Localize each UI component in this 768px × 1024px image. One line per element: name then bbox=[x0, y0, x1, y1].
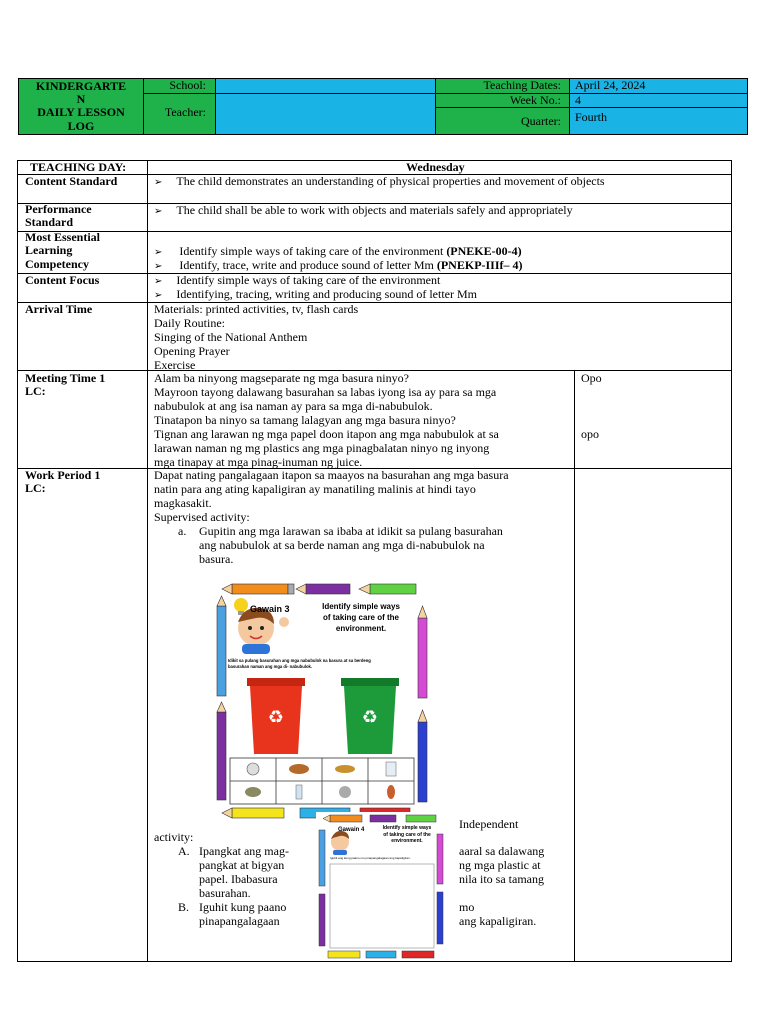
melc-item-text: Identify, trace, write and produce sound of letter Mm bbox=[179, 258, 437, 272]
pencil-green-icon bbox=[406, 815, 436, 822]
school-value[interactable] bbox=[216, 79, 436, 94]
arrival-time-label: Arrival Time bbox=[25, 302, 93, 316]
work-line: Supervised activity: bbox=[154, 510, 250, 524]
arrival-line: Materials: printed activities, tv, flash cards bbox=[154, 302, 359, 316]
teaching-day-value: Wednesday bbox=[406, 160, 465, 174]
pencil-orange-icon bbox=[222, 584, 294, 594]
pencil-purple-icon bbox=[217, 702, 226, 800]
worksheet-gawain-3 bbox=[214, 578, 430, 822]
title-cell bbox=[19, 79, 144, 135]
title-line-1: KINDERGARTE bbox=[35, 79, 127, 93]
gawain-4-heading-line: Identify simple ways bbox=[382, 825, 432, 831]
meeting-line: Mayroon tayong dalawang basurahan sa labas iyong isa ay para sa mga bbox=[154, 385, 497, 399]
pencil-yellow-icon bbox=[328, 951, 360, 958]
week-value[interactable]: 4 bbox=[570, 94, 748, 108]
work-period-label bbox=[25, 469, 155, 496]
pencil-blue-icon bbox=[366, 951, 396, 958]
meeting-response-2: opo bbox=[581, 427, 599, 441]
pencil-blue-icon bbox=[217, 596, 226, 696]
independent-a-left: Ipangkat ang mag- bbox=[199, 844, 289, 858]
melc-item-text: Identify simple ways of taking care of the environment bbox=[179, 244, 447, 258]
independent-b-marker: B. bbox=[178, 900, 190, 914]
gawain-4-heading-line: environment. bbox=[391, 838, 423, 844]
melc-label-line: Most Essential bbox=[25, 230, 100, 244]
meeting-line: Alam ba ninyong magseparate ng mga basura ninyo? bbox=[154, 371, 409, 385]
performance-standard-label bbox=[25, 203, 155, 230]
arrival-line: Singing of the National Anthem bbox=[154, 330, 308, 344]
drawing-area bbox=[330, 864, 434, 948]
quarter-label: Quarter: bbox=[436, 108, 570, 135]
melc-item-code: (PNEKP-IIIf– 4) bbox=[436, 258, 523, 272]
melc-label-line: Learning bbox=[25, 243, 73, 258]
supervised-line: Gupitin ang mga larawan sa ibaba at idikit sa pulang basurahan bbox=[199, 524, 503, 538]
pencil-purple-icon bbox=[319, 894, 325, 946]
cut-out-items-grid bbox=[230, 758, 414, 804]
arrival-line: Exercise bbox=[154, 358, 196, 372]
pencil-purple-icon bbox=[296, 584, 350, 594]
meeting-label-line: Meeting Time 1 bbox=[25, 371, 106, 385]
gawain-4-heading bbox=[372, 825, 442, 845]
pencil-blue-icon bbox=[418, 710, 427, 802]
melc-item-2 bbox=[154, 259, 523, 272]
supervised-line: ang nabubulok at sa berde naman ang mga di-nabubulok na bbox=[199, 538, 485, 552]
work-label-line: LC: bbox=[25, 481, 46, 496]
meeting-label-line: LC: bbox=[25, 384, 46, 399]
independent-a-left: basurahan. bbox=[199, 886, 251, 900]
green-trash-bin-icon bbox=[341, 678, 399, 754]
meeting-time-label bbox=[25, 372, 155, 399]
content-focus-item-2: ➢ Identifying, tracing, writing and producing sound of letter Mm bbox=[154, 288, 477, 301]
quarter-value[interactable]: Fourth bbox=[570, 108, 748, 135]
independent-a-right: aaral sa dalawang bbox=[459, 844, 545, 858]
meeting-line: larawan naman ng mg plastics ang mga pinagbalatan ninyo ng inyong bbox=[154, 441, 490, 455]
worksheet-gawain-4 bbox=[316, 812, 446, 960]
boy-icon bbox=[331, 831, 349, 855]
arrival-line: Opening Prayer bbox=[154, 344, 230, 358]
gawain-3-instruction-line: Idikit sa pulang basurahan ang mga nabubulok na basura at sa berdeng bbox=[228, 658, 371, 663]
pencil-blue-icon bbox=[437, 892, 443, 944]
gawain-4-heading-line: of taking care of the bbox=[383, 831, 431, 838]
gawain-3-heading-line: of taking care of the bbox=[322, 612, 399, 622]
header-table bbox=[18, 78, 748, 135]
pencil-green-icon bbox=[359, 584, 416, 594]
title-line-2: N bbox=[76, 92, 86, 107]
independent-a-left: pangkat at bigyan bbox=[199, 858, 285, 872]
melc-label bbox=[25, 231, 155, 271]
melc-item-code: (PNEKE-00-4) bbox=[446, 244, 522, 258]
gawain-3-title: Gawain 3 bbox=[250, 604, 290, 614]
gawain-3-heading-line: Identify simple ways bbox=[322, 602, 400, 611]
dates-value[interactable]: April 24, 2024 bbox=[570, 79, 748, 94]
red-trash-bin-icon bbox=[247, 678, 305, 754]
supervised-line: basura. bbox=[199, 552, 234, 566]
meeting-response-1: Opo bbox=[581, 371, 602, 385]
performance-label-line: Performance bbox=[25, 202, 92, 216]
boy-icon bbox=[238, 608, 289, 654]
gawain-3-instruction-line: basurahan naman ang mga di- nabubulok. bbox=[228, 663, 312, 669]
independent-a-left: papel. Ibabasura bbox=[199, 872, 278, 886]
melc-label-line: Competency bbox=[25, 256, 89, 271]
independent-b-left: Iguhit kung paano bbox=[199, 900, 287, 914]
meeting-line: Tignan ang larawan ng mga papel doon itapon ang mga nabubulok at sa bbox=[154, 427, 499, 441]
teacher-value[interactable] bbox=[216, 94, 436, 135]
independent-b-right: mo bbox=[459, 900, 475, 914]
content-focus-label: Content Focus bbox=[25, 273, 100, 287]
pencil-yellow-icon bbox=[222, 808, 284, 818]
content-standard-text: ➢ The child demonstrates an understanding of physical properties and movement of objects bbox=[154, 175, 605, 188]
gawain-3-heading-line: environment. bbox=[335, 623, 387, 633]
independent-b-right: ang kapaligiran. bbox=[459, 914, 537, 928]
svg-text:♻: ♻ bbox=[267, 707, 285, 728]
pencil-magenta-icon bbox=[418, 606, 427, 698]
school-label: School: bbox=[144, 79, 216, 94]
performance-label-line: Standard bbox=[25, 215, 74, 230]
content-focus-item-1: ➢ Identify simple ways of taking care of the environment bbox=[154, 274, 440, 287]
independent-label-2: activity: bbox=[154, 830, 194, 844]
gawain-4-title: Gawain 4 bbox=[338, 827, 365, 833]
pencil-red-icon bbox=[402, 951, 434, 958]
independent-a-right: nila ito sa tamang bbox=[459, 872, 544, 886]
work-line: natin para ang ating kapaligiran ay manatiling malinis at hindi tayo bbox=[154, 482, 476, 496]
independent-b-left: pinapangalagaan bbox=[199, 914, 280, 928]
svg-text:♻: ♻ bbox=[361, 707, 379, 728]
work-line: Dapat nating pangalagaan itapon sa maayos na basurahan ang mga basura bbox=[154, 468, 509, 482]
work-line: magkasakit. bbox=[154, 496, 212, 510]
response-column-divider bbox=[574, 370, 575, 962]
independent-label-1: Independent bbox=[459, 817, 519, 831]
supervised-marker: a. bbox=[178, 524, 187, 538]
dates-label: Teaching Dates: bbox=[436, 79, 570, 94]
melc-item-1 bbox=[154, 245, 522, 258]
teacher-label: Teacher: bbox=[144, 94, 216, 135]
teaching-day-label: TEACHING DAY: bbox=[30, 160, 127, 174]
gawain-3-instruction bbox=[228, 658, 428, 670]
pencil-purple-icon bbox=[370, 815, 396, 822]
performance-standard-text: ➢ The child shall be able to work with objects and materials safely and appropriately bbox=[154, 204, 573, 217]
meeting-line: nabubulok at ang isa naman ay para sa mga di-nabubulok. bbox=[154, 399, 433, 413]
pencil-orange-icon bbox=[323, 815, 362, 822]
work-label-line: Work Period 1 bbox=[25, 468, 101, 482]
arrival-line: Daily Routine: bbox=[154, 316, 225, 330]
title-line-3: DAILY LESSON bbox=[37, 105, 125, 120]
independent-a-marker: A. bbox=[178, 844, 190, 858]
meeting-line: Tinatapon ba ninyo sa tamang lalagyan ang mga basura ninyo? bbox=[154, 413, 456, 427]
content-standard-label: Content Standard bbox=[25, 174, 118, 188]
gawain-3-heading bbox=[306, 602, 416, 634]
pencil-blue-icon bbox=[319, 830, 325, 886]
independent-a-right: ng mga plastic at bbox=[459, 858, 541, 872]
gawain-4-instruction: Iguhit ang kung paano mo pinapangalagaan ang kapaligiran. bbox=[330, 856, 411, 860]
week-label: Week No.: bbox=[436, 94, 570, 108]
title-line-4: LOG bbox=[67, 118, 95, 133]
meeting-line: mga tinapay at mga pinag-inuman ng juice. bbox=[154, 455, 363, 469]
